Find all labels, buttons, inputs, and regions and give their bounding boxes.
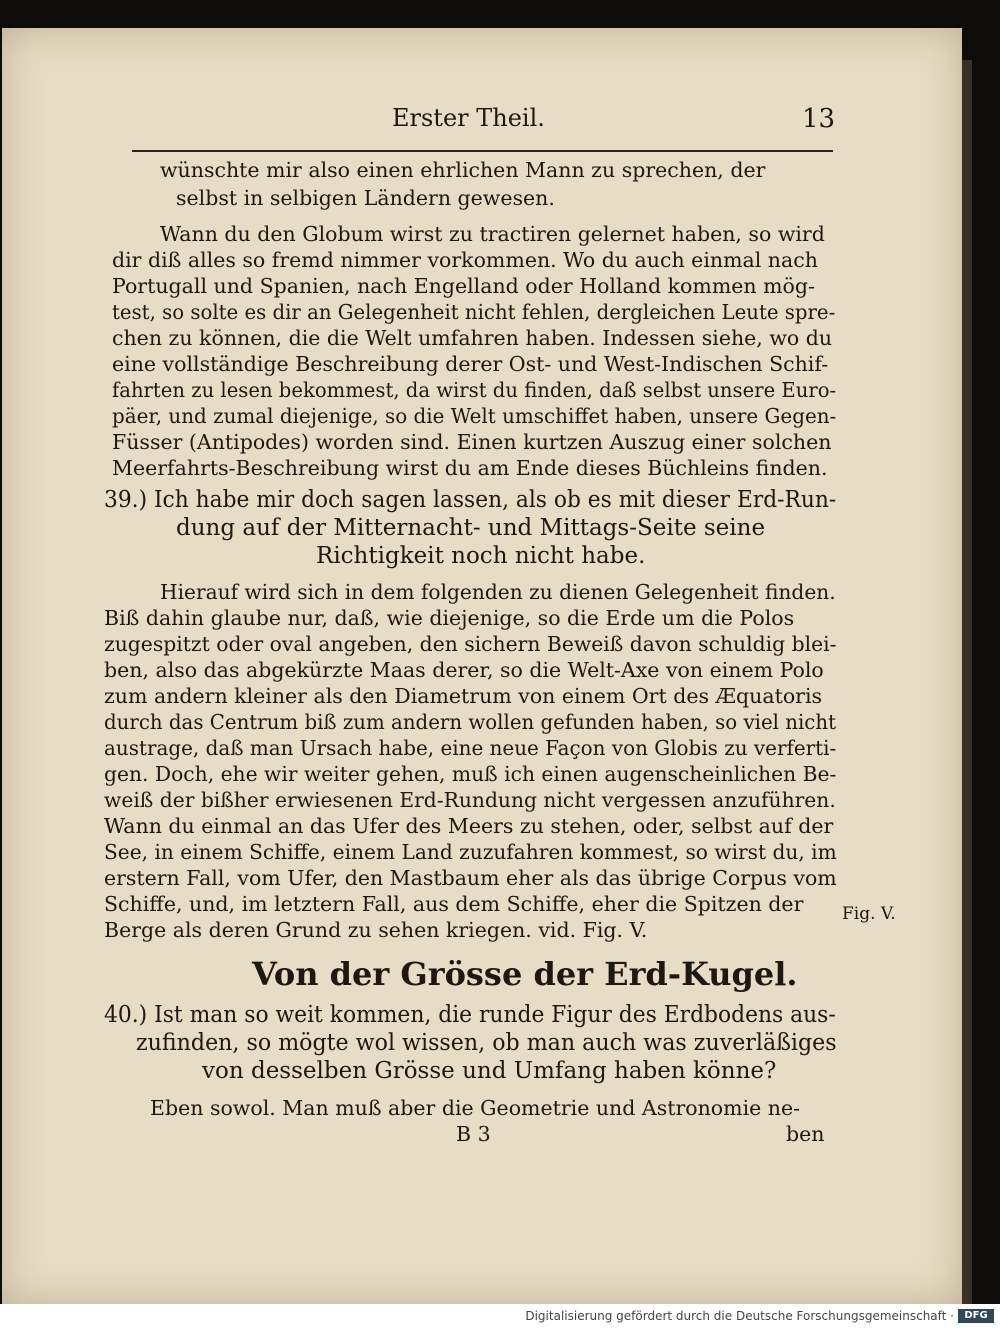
answer-39-line-9: weiß der bißher erwiesenen Erd-Rundung nicht vergessen anzuführen. [104, 788, 836, 812]
section-heading: Von der Grösse der Erd-Kugel. [252, 955, 798, 993]
intro-line-2: selbst in selbigen Ländern gewesen. [176, 186, 555, 210]
answer-39-line-12: erstern Fall, vom Ufer, den Mastbaum eher als das übrige Corpus vom [104, 866, 837, 890]
running-title: Erster Theil. [392, 104, 545, 132]
answer-39-line-10: Wann du einmal an das Ufer des Meers zu stehen, oder, selbst auf der [104, 814, 834, 838]
answer-38-line-9: Füsser (Antipodes) worden sind. Einen kurtzen Auszug einer solchen [112, 430, 832, 454]
catchword: ben [786, 1122, 825, 1146]
question-39-line-1: 39.) Ich habe mir doch sagen lassen, als ob es mit dieser Erd-Run- [104, 487, 837, 513]
question-40-line-3: von desselben Grösse und Umfang haben könne? [202, 1058, 777, 1084]
answer-39-line-14: Berge als deren Grund zu sehen kriegen. vid. Fig. V. [104, 918, 648, 942]
question-39-line-2: dung auf der Mitternacht- und Mittags-Seite seine [176, 515, 766, 541]
answer-38-line-2: dir diß alles so fremd nimmer vorkommen. Wo du auch einmal nach [112, 248, 818, 272]
margin-note-fig-v: Fig. V. [842, 904, 896, 924]
page-number: 13 [802, 104, 836, 134]
header-rule [132, 150, 833, 152]
answer-39-line-13: Schiffe, und, im letztern Fall, aus dem Schiffe, eher die Spitzen der [104, 892, 804, 916]
answer-38-line-4: test, so solte es dir an Gelegenheit nicht fehlen, dergleichen Leute spre- [112, 300, 836, 324]
question-40-line-1: 40.) Ist man so weit kommen, die runde Figur des Erdbodens aus- [104, 1002, 836, 1028]
answer-39-line-3: zugespitzt oder oval angeben, den sichern Beweiß davon schuldig blei- [104, 632, 837, 656]
answer-39-line-11: See, in einem Schiffe, einem Land zuzufahren kommest, so wirst du, im [104, 840, 837, 864]
answer-39-line-6: durch das Centrum biß zum andern wollen gefunden haben, so viel nicht [104, 710, 837, 734]
answer-38-line-3: Portugall und Spanien, nach Engelland oder Holland kommen mög- [112, 274, 815, 298]
answer-38-line-5: chen zu können, die die Welt umfahren haben. Indessen siehe, wo du [112, 326, 833, 350]
answer-39-line-1: Hierauf wird sich in dem folgenden zu dienen Gelegenheit finden. [160, 580, 836, 604]
answer-39-line-8: gen. Doch, ehe wir weiter gehen, muß ich einen augenscheinlichen Be- [104, 762, 837, 786]
answer-39-line-7: austrage, daß man Ursach habe, eine neue Façon von Globis zu verferti- [104, 736, 837, 760]
answer-40-start: Eben sowol. Man muß aber die Geometrie und Astronomie ne- [150, 1096, 801, 1120]
answer-39-line-4: ben, also das abgekürzte Maas derer, so die Welt-Axe von einem Polo [104, 658, 824, 682]
question-39-line-3: Richtigkeit noch nicht habe. [316, 543, 646, 569]
footer-bar [0, 1304, 1000, 1329]
footer-credit: Digitalisierung gefördert durch die Deutsche Forschungsgemeinschaft · [525, 1309, 954, 1323]
question-40-line-2: zufinden, so mögte wol wissen, ob man auch was zuverläßiges [136, 1030, 837, 1056]
answer-38-line-6: eine vollständige Beschreibung derer Ost- und West-Indischen Schif- [112, 352, 829, 376]
answer-38-line-7: fahrten zu lesen bekommest, da wirst du finden, daß selbst unsere Euro- [112, 378, 837, 402]
answer-38-line-1: Wann du den Globum wirst zu tractiren gelernet haben, so wird [160, 222, 825, 246]
answer-38-line-10: Meerfahrts-Beschreibung wirst du am Ende dieses Büchleins finden. [112, 456, 828, 480]
intro-line-1: wünschte mir also einen ehrlichen Mann zu sprechen, der [160, 158, 766, 182]
answer-39-line-5: zum andern kleiner als den Diametrum von einem Ort des Æquatoris [104, 684, 823, 708]
page-edge [962, 60, 972, 1304]
signature-mark: B 3 [456, 1122, 491, 1146]
answer-39-line-2: Biß dahin glaube nur, daß, wie diejenige, so die Erde um die Polos [104, 606, 795, 630]
dfg-logo: DFG [958, 1309, 994, 1323]
answer-38-line-8: päer, und zumal diejenige, so die Welt umschiffet haben, unsere Gegen- [112, 404, 837, 428]
